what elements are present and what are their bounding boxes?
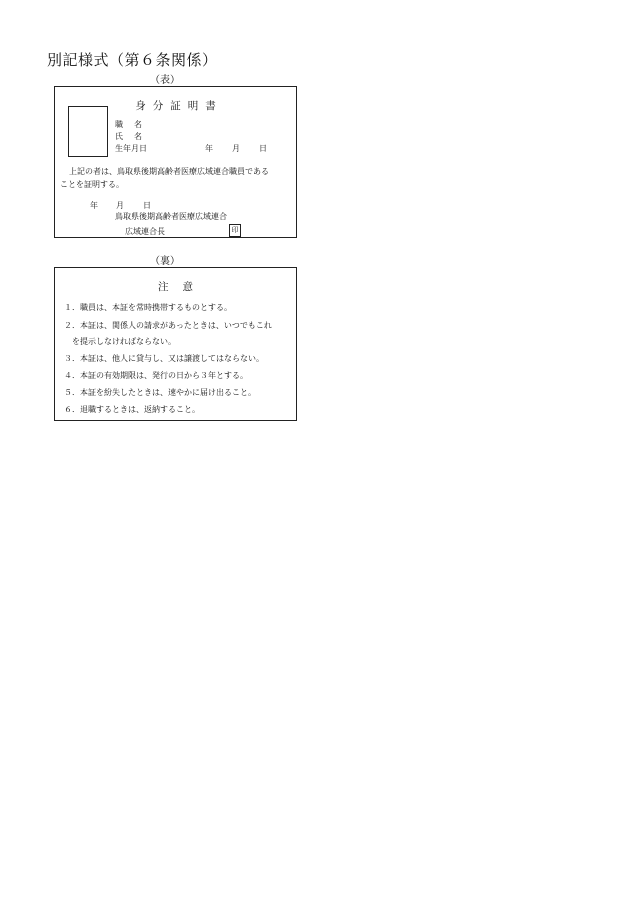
position-label: 職名 xyxy=(115,120,153,129)
note-item: ４．本証の有効期限は、発行の日から３年とする。 xyxy=(64,371,248,380)
issuer-title: 広域連合長 xyxy=(125,227,165,236)
document-title: 別記様式（第６条関係） xyxy=(47,51,218,69)
issue-year: 年 xyxy=(90,201,98,210)
dob-label: 生年月日 xyxy=(115,144,147,153)
notes-title: 注意 xyxy=(158,281,207,293)
photo-placeholder xyxy=(68,106,108,157)
dob-month: 月 xyxy=(232,144,240,153)
statement-line-1: 上記の者は、鳥取県後期高齢者医療広域連合職員である xyxy=(69,167,269,176)
seal-mark xyxy=(227,224,241,237)
issue-month: 月 xyxy=(116,201,124,210)
statement-line-2: ことを証明する。 xyxy=(60,180,124,189)
issue-day: 日 xyxy=(143,201,151,210)
back-side-label: （裏） xyxy=(150,256,180,267)
note-item: ２．本証は、関係人の請求があったときは、いつでもこれ xyxy=(64,321,272,330)
front-side-label: （表） xyxy=(150,75,180,86)
note-item: を提示しなければならない。 xyxy=(72,337,176,346)
issuer-organization: 鳥取県後期高齢者医療広域連合 xyxy=(115,212,227,221)
dob-day: 日 xyxy=(259,144,267,153)
note-item: １．職員は、本証を常時携帯するものとする。 xyxy=(64,303,232,312)
id-card-front xyxy=(54,86,297,238)
name-label: 氏名 xyxy=(115,132,153,141)
seal-icon: 印 xyxy=(229,224,241,237)
dob-year: 年 xyxy=(205,144,213,153)
id-card-back xyxy=(54,267,297,421)
note-item: ６．退職するときは、返納すること。 xyxy=(64,405,200,414)
card-title: 身分証明書 xyxy=(135,100,223,112)
note-item: ３．本証は、他人に貸与し、又は譲渡してはならない。 xyxy=(64,354,264,363)
note-item: ５．本証を紛失したときは、速やかに届け出ること。 xyxy=(64,388,256,397)
